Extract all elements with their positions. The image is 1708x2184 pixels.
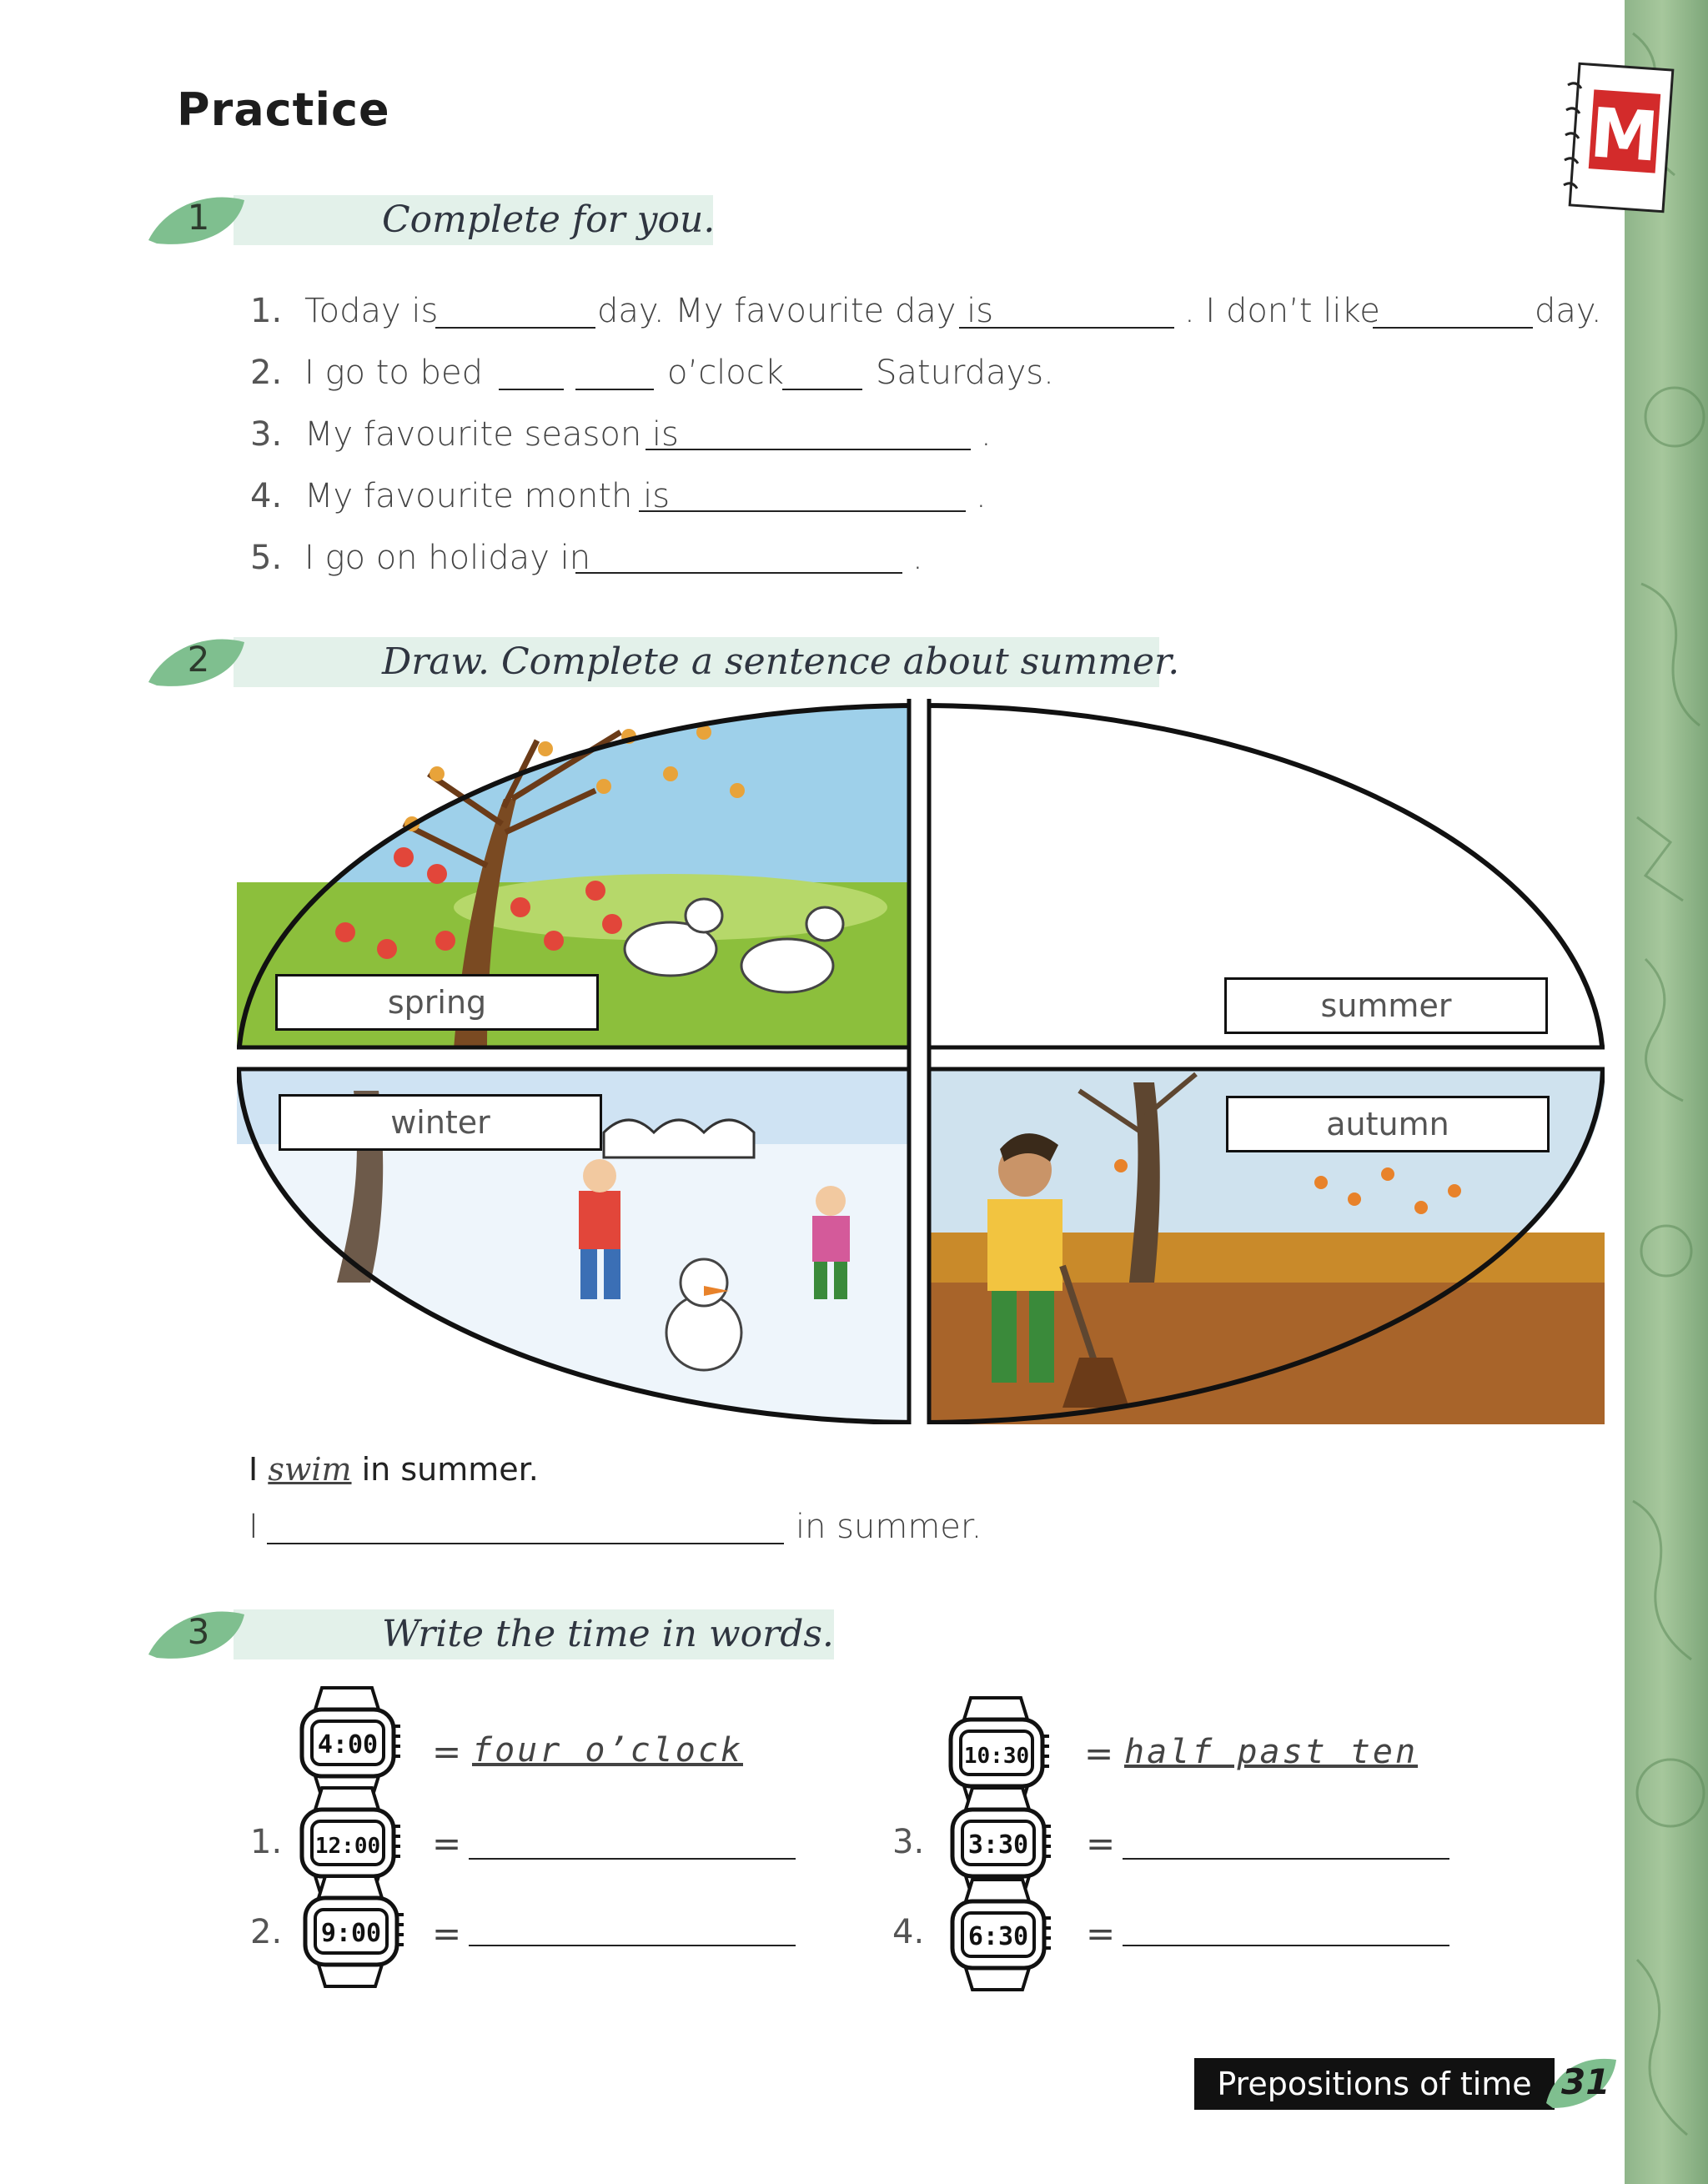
answer-blank[interactable] xyxy=(469,1945,796,1946)
item-text: . xyxy=(976,477,987,515)
item-text: Saturdays. xyxy=(876,354,1054,392)
exercise-number: 1 xyxy=(187,197,210,238)
item-text: . xyxy=(981,415,992,454)
answer-blank[interactable] xyxy=(959,327,1174,329)
example-post: in summer. xyxy=(361,1451,539,1488)
exercise-instruction: Write the time in words. xyxy=(382,1613,834,1655)
watch-time: 4:00 xyxy=(317,1730,379,1760)
exercise-1-header xyxy=(140,190,716,250)
page-number: 31 xyxy=(1561,2061,1610,2102)
exercise-instruction: Complete for you. xyxy=(382,198,716,241)
item-number: 2. xyxy=(250,354,283,392)
item-number: 1. xyxy=(250,1823,283,1861)
answer-blank[interactable] xyxy=(575,389,654,390)
item-text: Today is xyxy=(304,292,439,330)
prompt-pre: I xyxy=(249,1508,259,1546)
example-answer: swim xyxy=(268,1451,352,1488)
equals-sign: = xyxy=(1086,1913,1116,1954)
season-label-autumn: autumn xyxy=(1226,1096,1550,1152)
item-text: o’clock xyxy=(667,354,784,392)
watch-icon xyxy=(947,1876,1056,1993)
item-text: day. xyxy=(1535,292,1602,330)
item-number: 3. xyxy=(892,1823,925,1861)
exercise-2-header xyxy=(140,632,1180,692)
watch-icon xyxy=(297,1684,405,1801)
answer-blank[interactable] xyxy=(499,389,564,390)
seasons-illustration xyxy=(237,699,1605,1424)
season-label-summer: summer xyxy=(1224,977,1548,1034)
item-text: My favourite month is xyxy=(304,477,671,515)
answer-blank[interactable] xyxy=(646,449,971,450)
item-text: I go to bed xyxy=(304,354,483,392)
item-text: I go on holiday in xyxy=(304,539,591,577)
example-sentence xyxy=(249,1451,539,1488)
answer-blank[interactable] xyxy=(1373,327,1533,329)
page-title: Practice xyxy=(177,83,390,136)
page-number-badge xyxy=(1543,2053,1618,2111)
example-answer: half past ten xyxy=(1124,1733,1419,1771)
answer-blank[interactable] xyxy=(639,510,966,512)
item-number: 3. xyxy=(250,415,283,454)
section-footer-label: Prepositions of time xyxy=(1194,2058,1555,2110)
example-pre: I xyxy=(249,1451,259,1488)
season-label-spring: spring xyxy=(275,974,599,1031)
answer-blank[interactable] xyxy=(575,572,902,574)
watch-time: 12:00 xyxy=(314,1834,381,1859)
item-number: 4. xyxy=(892,1913,925,1951)
exercise-instruction: Draw. Complete a sentence about summer. xyxy=(382,640,1180,683)
answer-blank[interactable] xyxy=(782,389,862,390)
watch-time: 9:00 xyxy=(320,1919,382,1948)
item-text: . xyxy=(912,539,923,577)
equals-sign: = xyxy=(432,1823,462,1864)
answer-blank[interactable] xyxy=(1123,1858,1449,1860)
logo-letter: M xyxy=(1587,93,1661,178)
equals-sign: = xyxy=(1084,1733,1114,1774)
item-text: . I don’t like xyxy=(1184,292,1380,330)
answer-blank[interactable] xyxy=(469,1858,796,1860)
exercise-number: 3 xyxy=(187,1611,210,1652)
item-number: 1. xyxy=(250,292,283,330)
exercise-3-header xyxy=(140,1604,834,1664)
item-text: My favourite season is xyxy=(304,415,679,454)
item-number: 5. xyxy=(250,539,283,577)
equals-sign: = xyxy=(432,1913,462,1954)
decorative-side-strip xyxy=(1625,0,1708,2184)
exercise-number: 2 xyxy=(187,639,210,680)
module-logo xyxy=(1558,60,1675,218)
prompt-post: in summer. xyxy=(796,1508,982,1546)
item-number: 2. xyxy=(250,1913,283,1951)
equals-sign: = xyxy=(432,1731,462,1772)
answer-blank[interactable] xyxy=(1123,1945,1449,1946)
seasons-picture xyxy=(237,699,1605,1424)
item-text: day. My favourite day is xyxy=(597,292,994,330)
item-number: 4. xyxy=(250,477,283,515)
summer-answer-blank[interactable] xyxy=(267,1543,784,1544)
watch-time: 3:30 xyxy=(967,1830,1029,1860)
answer-blank[interactable] xyxy=(435,327,595,329)
equals-sign: = xyxy=(1086,1823,1116,1864)
season-label-winter: winter xyxy=(279,1094,602,1151)
watch-time: 10:30 xyxy=(963,1744,1030,1769)
watch-icon xyxy=(300,1873,409,1990)
example-answer: four o’clock xyxy=(472,1731,743,1770)
watch-time: 6:30 xyxy=(967,1922,1029,1951)
